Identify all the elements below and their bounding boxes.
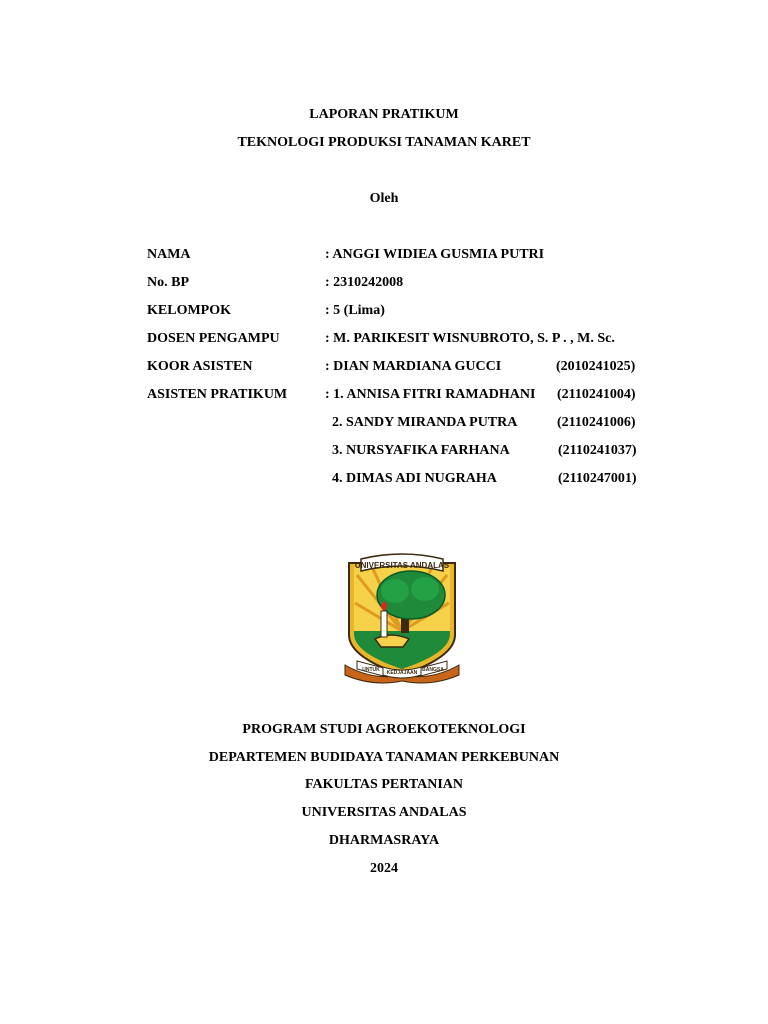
fakultas: FAKULTAS PERTANIAN (304, 777, 464, 792)
asisten-name-4: 4. DIMAS ADI NUGRAHA (332, 471, 497, 486)
year: 2024 (370, 861, 398, 876)
asisten-code-4: (2110247001) (558, 471, 637, 486)
logo-banner-left: UNTUK (362, 667, 380, 673)
logo-banner-top: UNIVERSITAS ANDALAS (354, 561, 450, 570)
course-title: TEKNOLOGI PRODUKSI TANAMAN KARET (237, 135, 531, 150)
program-studi: PROGRAM STUDI AGROEKOTEKNOLOGI (242, 722, 526, 737)
asisten-name-2: 2. SANDY MIRANDA PUTRA (332, 415, 518, 430)
logo-banner-mid: KEDJAJAAN (386, 670, 418, 676)
asisten-name-1: : 1. ANNISA FITRI RAMADHANI (325, 387, 536, 402)
dosen-label: DOSEN PENGAMPU (147, 331, 280, 346)
departemen: DEPARTEMEN BUDIDAYA TANAMAN PERKEBUNAN (208, 750, 560, 765)
bp-value: : 2310242008 (325, 275, 404, 290)
bp-label: No. BP (147, 275, 189, 290)
asisten-code-2: (2110241006) (557, 415, 636, 430)
universitas: UNIVERSITAS ANDALAS (301, 805, 467, 820)
nama-label: NAMA (147, 247, 191, 262)
report-title: LAPORAN PRATIKUM (309, 107, 459, 122)
university-logo (343, 553, 461, 687)
koor-code: (2010241025) (556, 359, 636, 374)
kelompok-value: : 5 (Lima) (325, 303, 385, 318)
koor-label: KOOR ASISTEN (147, 359, 253, 374)
oleh-label: Oleh (369, 191, 399, 206)
koor-value: : DIAN MARDIANA GUCCI (325, 359, 502, 374)
asisten-label: ASISTEN PRATIKUM (147, 387, 288, 402)
asisten-code-3: (2110241037) (558, 443, 637, 458)
asisten-name-3: 3. NURSYAFIKA FARHANA (332, 443, 510, 458)
dosen-value: : M. PARIKESIT WISNUBROTO, S. P . , M. Sc. (325, 331, 615, 346)
kelompok-label: KELOMPOK (147, 303, 231, 318)
kampus: DHARMASRAYA (328, 833, 440, 848)
logo-banner-right: BANGSA (422, 667, 444, 673)
asisten-code-1: (2110241004) (557, 387, 636, 402)
nama-value: : ANGGI WIDIEA GUSMIA PUTRI (325, 247, 545, 262)
